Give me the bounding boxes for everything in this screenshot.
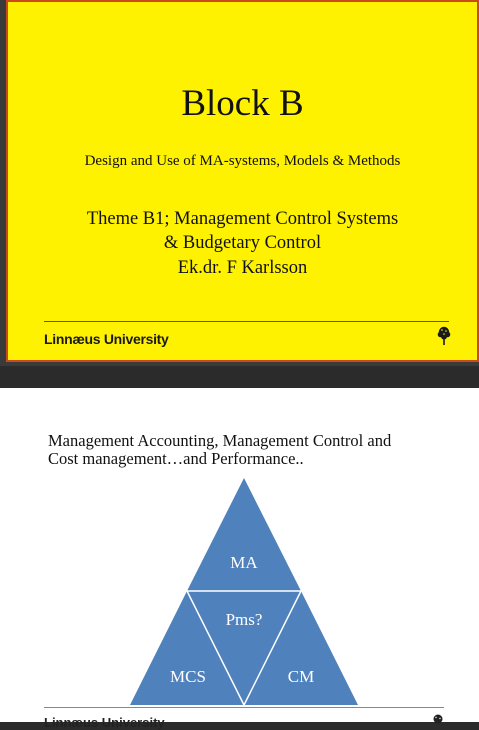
footer-divider: [44, 707, 444, 708]
footer-divider: [44, 321, 449, 322]
slide-1-canvas: [6, 0, 479, 362]
university-brand: Linnæus University: [44, 715, 165, 730]
theme-line-1: Theme B1; Management Control Systems: [86, 209, 399, 229]
label-mcs: MCS: [170, 667, 206, 686]
author-line: Ek.dr. F Karlsson: [177, 258, 308, 278]
triangle-top: [187, 478, 301, 591]
slide-title: [48, 432, 448, 468]
slide-2-thumbnail[interactable]: [0, 388, 479, 730]
label-pms: Pms?: [225, 610, 263, 629]
slide-title: Block B: [181, 83, 304, 124]
tree-icon: [437, 326, 451, 346]
theme-line-2: & Budgetary Control: [163, 232, 322, 253]
title-line-1: Management Accounting, Management Control and: [48, 431, 392, 450]
label-ma: MA: [230, 553, 258, 572]
label-cm: CM: [287, 667, 315, 686]
slide-subtitle: Design and Use of MA-systems, Models & Methods: [84, 153, 401, 169]
title-line-2: Cost management…and Performance..: [48, 449, 304, 468]
triangle-diagram: [128, 478, 360, 706]
tree-icon: [432, 714, 444, 724]
university-brand: Linnæus University: [44, 331, 169, 347]
slide-gap: [0, 366, 479, 388]
theme-block: [6, 208, 479, 281]
